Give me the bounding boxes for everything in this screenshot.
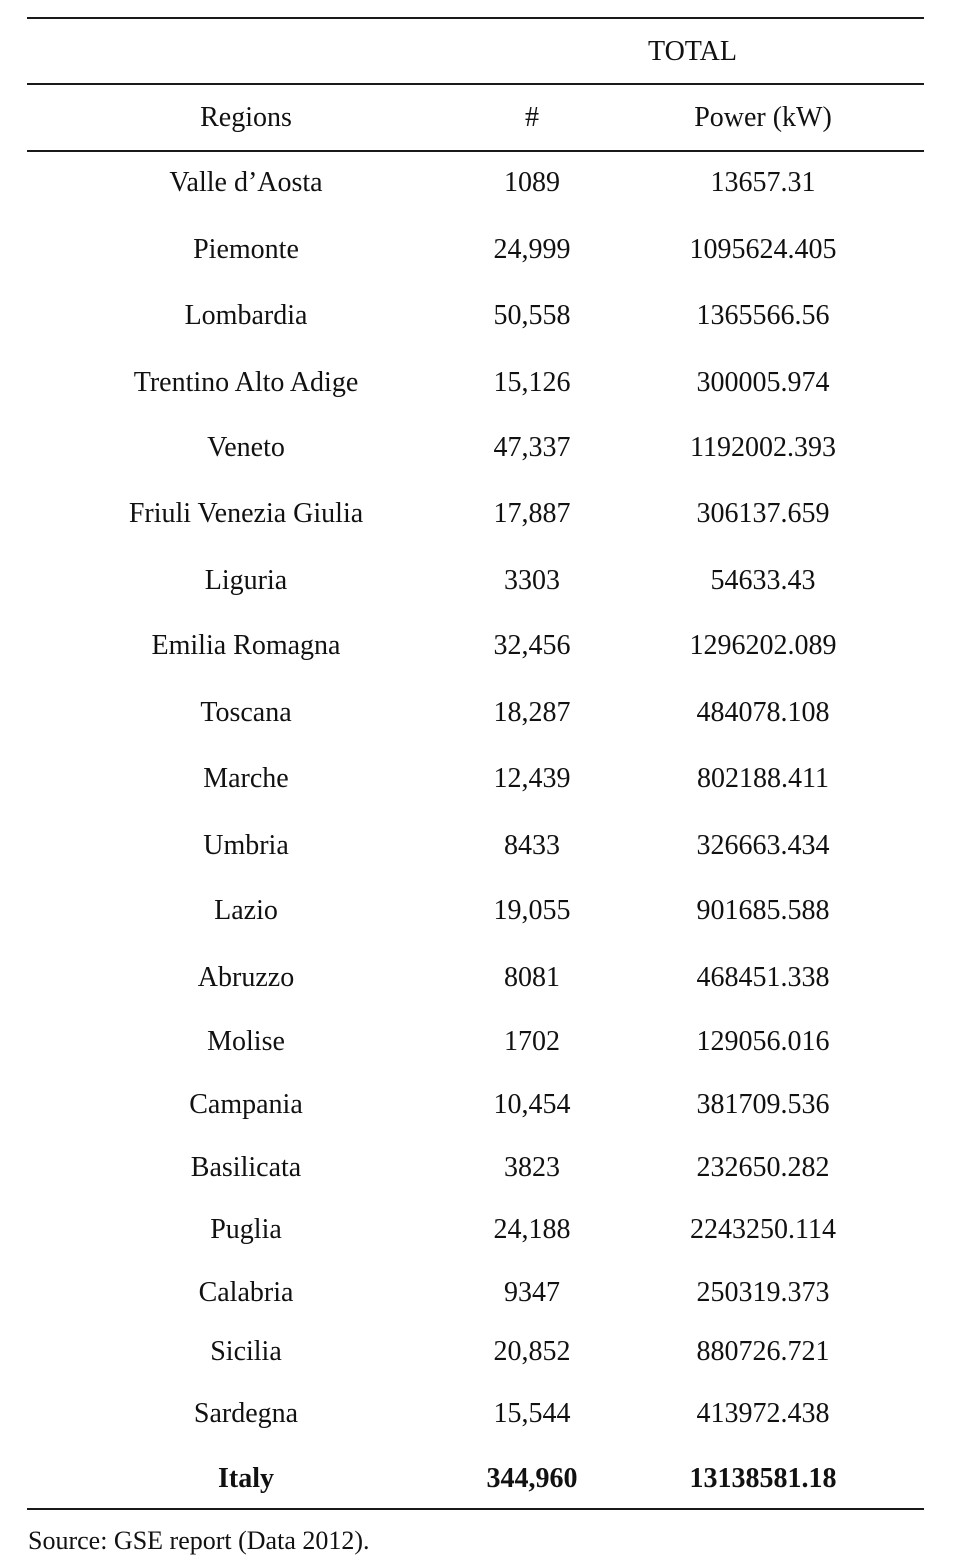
count-cell: 3303 [504,565,560,596]
power-cell: 1192002.393 [690,432,836,463]
region-cell: Sicilia [210,1336,282,1367]
count-cell: 1089 [504,167,560,198]
region-cell: Marche [203,763,289,794]
power-cell: 484078.108 [696,697,830,728]
total-region-cell: Italy [218,1463,274,1494]
region-cell: Veneto [207,432,285,463]
table-row [0,1025,960,1059]
region-cell: Lombardia [184,300,308,331]
count-cell: 8081 [504,962,560,993]
table-row [0,894,960,928]
group-header-rule [27,83,924,85]
source-note: Source: GSE report (Data 2012). [28,1526,370,1555]
region-cell: Abruzzo [197,962,295,993]
region-cell: Piemonte [193,234,299,265]
table-row [0,629,960,663]
region-cell: Trentino Alto Adige [133,367,359,398]
count-cell: 24,999 [493,234,571,265]
region-cell: Liguria [204,565,288,596]
table-row [0,762,960,796]
region-cell: Umbria [203,830,289,861]
power-cell: 1296202.089 [689,630,837,661]
count-cell: 50,558 [493,300,571,331]
count-cell: 17,887 [493,498,571,529]
region-cell: Emilia Romagna [151,630,341,661]
power-cell: 250319.373 [696,1277,830,1308]
table-row [0,1276,960,1310]
region-cell: Basilicata [190,1152,302,1183]
region-cell: Lazio [214,895,278,926]
power-cell: 413972.438 [696,1398,830,1429]
power-cell: 300005.974 [696,367,830,398]
table-row [0,366,960,400]
column-header-count: # [525,102,539,133]
table-row [0,1213,960,1247]
table-row [0,564,960,598]
column-header-regions: Regions [200,102,292,133]
table-row [0,431,960,465]
table-row [0,829,960,863]
count-cell: 10,454 [493,1089,571,1120]
region-cell: Calabria [198,1277,294,1308]
region-cell: Toscana [200,697,292,728]
count-cell: 3823 [504,1152,560,1183]
power-cell: 880726.721 [696,1336,830,1367]
table-row [0,1088,960,1122]
count-cell: 9347 [504,1277,560,1308]
table-row [0,1397,960,1431]
power-cell: 232650.282 [696,1152,830,1183]
table-bottom-rule [27,1508,924,1510]
table-total-row [0,1462,960,1496]
power-cell: 326663.434 [696,830,830,861]
table-row [0,166,960,200]
power-cell: 306137.659 [696,498,830,529]
power-cell: 381709.536 [696,1089,830,1120]
count-cell: 18,287 [493,697,571,728]
region-cell: Sardegna [193,1398,299,1429]
power-cell: 468451.338 [696,962,830,993]
power-cell: 1095624.405 [689,234,837,265]
group-header-total: TOTAL [647,36,737,67]
table-row [0,233,960,267]
power-cell: 901685.588 [696,895,830,926]
region-cell: Campania [189,1089,303,1120]
count-cell: 19,055 [493,895,571,926]
table-row [0,696,960,730]
table-top-rule [27,17,924,19]
power-cell: 1365566.56 [696,300,830,331]
count-cell: 12,439 [493,763,571,794]
power-cell: 2243250.114 [690,1214,836,1245]
power-cell: 13657.31 [710,167,816,198]
count-cell: 20,852 [493,1336,571,1367]
region-cell: Friuli Venezia Giulia [128,498,364,529]
table-row [0,961,960,995]
count-cell: 1702 [504,1026,560,1057]
count-cell: 15,126 [493,367,571,398]
power-cell: 129056.016 [696,1026,830,1057]
count-cell: 47,337 [493,432,571,463]
region-cell: Puglia [210,1214,282,1245]
power-cell: 802188.411 [697,763,829,794]
total-count-cell: 344,960 [486,1463,578,1494]
table-row [0,497,960,531]
table-row [0,299,960,333]
total-power-cell: 13138581.18 [689,1463,837,1494]
table-row [0,1335,960,1369]
region-cell: Molise [207,1026,285,1057]
table-row [0,1151,960,1185]
column-header-rule [27,150,924,152]
region-cell: Valle d’Aosta [169,167,323,198]
count-cell: 15,544 [493,1398,571,1429]
count-cell: 32,456 [493,630,571,661]
count-cell: 24,188 [493,1214,571,1245]
column-header-power: Power (kW) [694,102,832,133]
count-cell: 8433 [504,830,560,861]
power-cell: 54633.43 [710,565,816,596]
